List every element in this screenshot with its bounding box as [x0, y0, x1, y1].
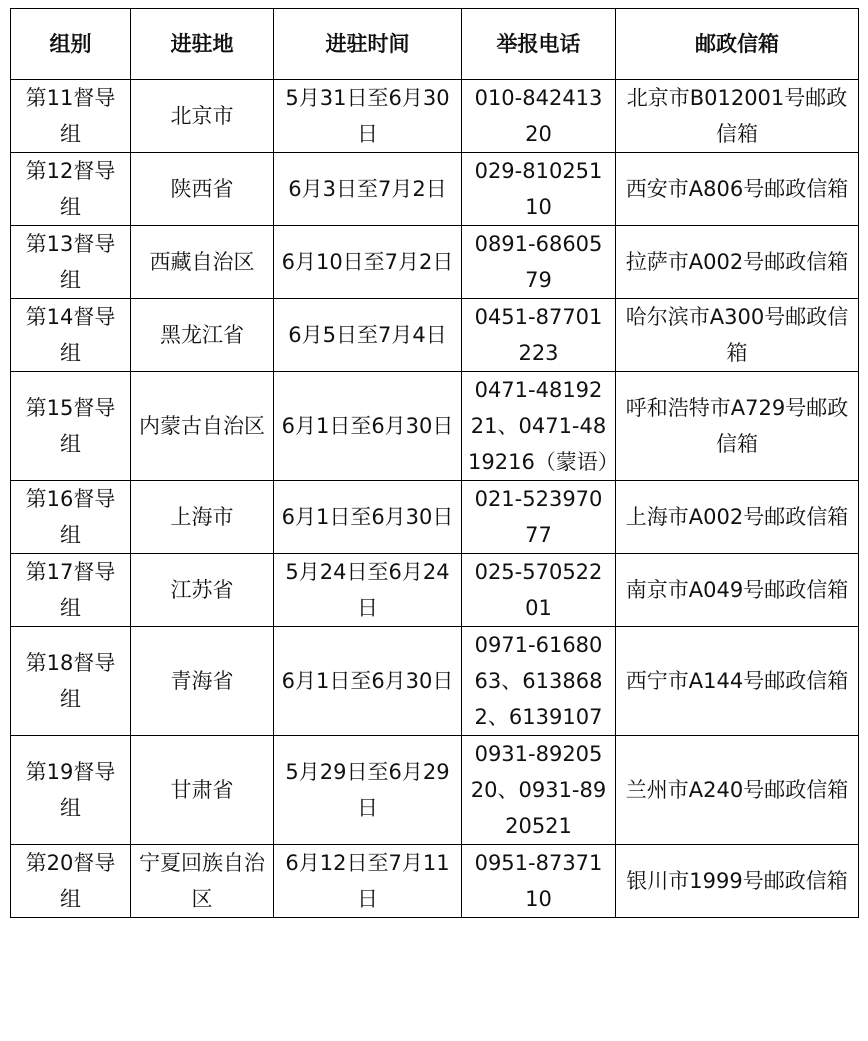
header-group: 组别: [11, 9, 131, 80]
table-row: [11, 153, 859, 226]
mailbox-cell: 哈尔滨市A300号邮政信箱: [616, 299, 859, 372]
location-cell: 北京市: [131, 80, 274, 153]
period-cell: 6月1日至6月30日: [274, 627, 462, 736]
group-cell: 第17督导组: [11, 554, 131, 627]
location-cell: 青海省: [131, 627, 274, 736]
table-row: [11, 299, 859, 372]
mailbox-cell: 兰州市A240号邮政信箱: [616, 736, 859, 845]
period-cell: 5月24日至6月24日: [274, 554, 462, 627]
location-cell: 西藏自治区: [131, 226, 274, 299]
group-cell: 第14督导组: [11, 299, 131, 372]
header-phone: 举报电话: [462, 9, 616, 80]
location-cell: 黑龙江省: [131, 299, 274, 372]
group-cell: 第16督导组: [11, 481, 131, 554]
phone-cell: 021-52397077: [462, 481, 616, 554]
phone-cell: 0971-6168063、6138682、6139107: [462, 627, 616, 736]
location-cell: 甘肃省: [131, 736, 274, 845]
location-cell: 内蒙古自治区: [131, 372, 274, 481]
table-row: [11, 627, 859, 736]
header-period: 进驻时间: [274, 9, 462, 80]
mailbox-cell: 南京市A049号邮政信箱: [616, 554, 859, 627]
group-cell: 第12督导组: [11, 153, 131, 226]
period-cell: 6月3日至7月2日: [274, 153, 462, 226]
mailbox-cell: 银川市1999号邮政信箱: [616, 845, 859, 918]
phone-cell: 0471-4819221、0471-4819216（蒙语）: [462, 372, 616, 481]
location-cell: 江苏省: [131, 554, 274, 627]
phone-cell: 010-84241320: [462, 80, 616, 153]
period-cell: 6月1日至6月30日: [274, 372, 462, 481]
location-cell: 上海市: [131, 481, 274, 554]
mailbox-cell: 拉萨市A002号邮政信箱: [616, 226, 859, 299]
group-cell: 第18督导组: [11, 627, 131, 736]
supervision-schedule-table: [10, 8, 859, 918]
period-cell: 6月10日至7月2日: [274, 226, 462, 299]
phone-cell: 0951-8737110: [462, 845, 616, 918]
group-cell: 第11督导组: [11, 80, 131, 153]
location-cell: 陕西省: [131, 153, 274, 226]
table-row: [11, 554, 859, 627]
mailbox-cell: 西宁市A144号邮政信箱: [616, 627, 859, 736]
mailbox-cell: 北京市B012001号邮政信箱: [616, 80, 859, 153]
table-row: [11, 845, 859, 918]
table-container: [10, 8, 859, 918]
phone-cell: 0891-6860579: [462, 226, 616, 299]
group-cell: 第15督导组: [11, 372, 131, 481]
phone-cell: 0931-8920520、0931-8920521: [462, 736, 616, 845]
group-cell: 第19督导组: [11, 736, 131, 845]
mailbox-cell: 上海市A002号邮政信箱: [616, 481, 859, 554]
period-cell: 6月1日至6月30日: [274, 481, 462, 554]
header-location: 进驻地: [131, 9, 274, 80]
table-row: [11, 372, 859, 481]
period-cell: 6月5日至7月4日: [274, 299, 462, 372]
phone-cell: 025-57052201: [462, 554, 616, 627]
period-cell: 5月29日至6月29日: [274, 736, 462, 845]
period-cell: 6月12日至7月11日: [274, 845, 462, 918]
table-row: [11, 736, 859, 845]
phone-cell: 0451-87701223: [462, 299, 616, 372]
mailbox-cell: 呼和浩特市A729号邮政信箱: [616, 372, 859, 481]
table-row: [11, 226, 859, 299]
group-cell: 第13督导组: [11, 226, 131, 299]
table-row: [11, 481, 859, 554]
mailbox-cell: 西安市A806号邮政信箱: [616, 153, 859, 226]
period-cell: 5月31日至6月30日: [274, 80, 462, 153]
phone-cell: 029-81025110: [462, 153, 616, 226]
table-header-row: [11, 9, 859, 80]
table-row: [11, 80, 859, 153]
location-cell: 宁夏回族自治区: [131, 845, 274, 918]
group-cell: 第20督导组: [11, 845, 131, 918]
header-mailbox: 邮政信箱: [616, 9, 859, 80]
